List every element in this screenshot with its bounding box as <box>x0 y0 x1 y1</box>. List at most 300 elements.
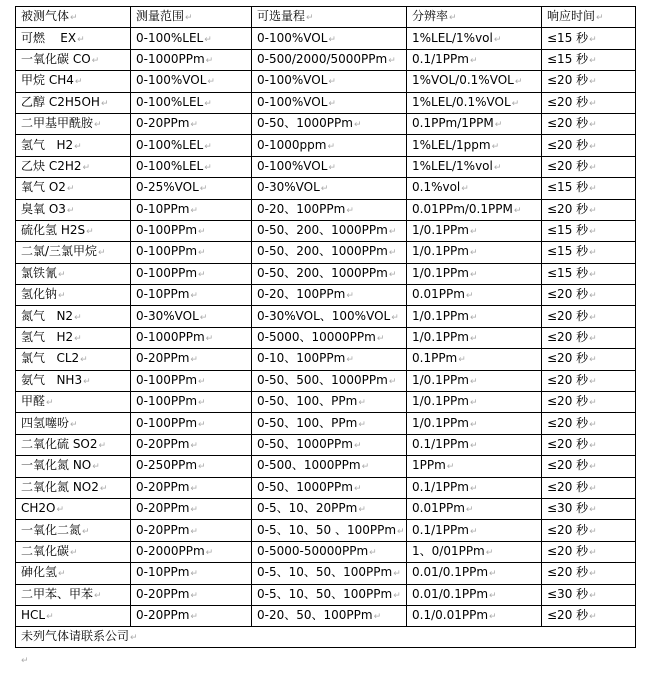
measure-range-text: 0-20PPm <box>136 586 190 601</box>
paragraph-mark: ↵ <box>589 120 597 131</box>
gas-name-text: 砷化氢 <box>21 565 58 580</box>
response-time-cell <box>542 49 636 70</box>
gas-name-cell <box>16 456 131 477</box>
paragraph-mark: ↵ <box>190 590 198 601</box>
paragraph-mark: ↵ <box>493 34 502 45</box>
gas-name-cell <box>16 156 131 177</box>
measure-range-text: 0-20PPm <box>136 501 190 516</box>
paragraph-mark: ↵ <box>589 312 597 323</box>
optional-range-text: 0-5、10、50、100PPm <box>257 565 393 580</box>
optional-range-cell <box>252 199 407 220</box>
response-time-cell <box>542 327 636 348</box>
paragraph-mark: ↵ <box>190 612 198 623</box>
measure-range-text: 0-2000PPm <box>136 543 205 558</box>
response-time-text: ≤15 秒 <box>547 30 589 45</box>
optional-range-cell <box>252 541 407 562</box>
gas-name-text: 甲醛 <box>21 394 46 409</box>
optional-range-cell <box>252 306 407 327</box>
gas-name-cell <box>16 477 131 498</box>
header-response-time-text: 响应时间 <box>547 9 596 24</box>
gas-name-cell <box>16 498 131 519</box>
paragraph-mark: ↵ <box>204 98 212 109</box>
paragraph-mark: ↵ <box>469 334 478 345</box>
resolution-cell <box>407 434 542 455</box>
paragraph-mark: ↵ <box>393 590 401 601</box>
measure-range-text: 0-20PPm <box>136 522 190 537</box>
measure-range-text: 0-10PPm <box>136 287 190 302</box>
paragraph-mark: ↵ <box>99 483 108 494</box>
gas-name-text: 臭氧 O3 <box>21 201 66 216</box>
response-time-text: ≤15 秒 <box>547 223 589 238</box>
optional-range-cell <box>252 327 407 348</box>
paragraph-mark: ↵ <box>494 120 503 131</box>
response-time-text: ≤20 秒 <box>547 137 589 152</box>
resolution-cell <box>407 498 542 519</box>
header-optional-range-text: 可选量程 <box>257 9 306 24</box>
response-time-cell <box>542 370 636 391</box>
resolution-text: 0.01PPm <box>412 501 465 516</box>
paragraph-mark: ↵ <box>207 77 215 88</box>
resolution-text: 0.1/1PPm <box>412 437 469 451</box>
paragraph-mark: ↵ <box>94 120 102 131</box>
paragraph-mark: ↵ <box>205 334 214 345</box>
gas-name-cell <box>16 392 131 413</box>
measure-range-text: 0-30%VOL <box>136 308 199 323</box>
table-row <box>16 28 636 49</box>
table-header-row <box>16 7 636 28</box>
paragraph-mark: ↵ <box>92 462 100 473</box>
response-time-text: ≤20 秒 <box>547 479 589 494</box>
table-row <box>16 156 636 177</box>
gas-name-text: 可燃 EX <box>21 30 77 45</box>
resolution-cell <box>407 156 542 177</box>
paragraph-mark: ↵ <box>56 505 65 516</box>
paragraph-mark: ↵ <box>358 398 366 409</box>
response-time-text: ≤15 秒 <box>547 265 589 280</box>
paragraph-mark: ↵ <box>388 55 396 66</box>
gas-name-text: 二甲苯、甲苯 <box>21 586 94 601</box>
response-time-cell <box>542 242 636 263</box>
measure-range-cell <box>131 392 252 413</box>
paragraph-mark: ↵ <box>58 569 66 580</box>
resolution-cell <box>407 49 542 70</box>
optional-range-text: 0-50、500、1000PPm <box>257 372 388 387</box>
resolution-text: 1/0.1PPm <box>412 415 469 430</box>
resolution-text: 0.1/0.01PPm <box>412 608 489 623</box>
optional-range-text: 0-5、10、50 、100PPm <box>257 522 397 537</box>
table-row <box>16 178 636 199</box>
response-time-text: ≤20 秒 <box>547 394 589 409</box>
paragraph-mark: ↵ <box>346 291 354 302</box>
paragraph-mark: ↵ <box>469 376 478 387</box>
response-time-cell <box>542 456 636 477</box>
response-time-cell <box>542 135 636 156</box>
paragraph-mark: ↵ <box>589 505 597 516</box>
header-gas-name-cell <box>16 7 131 28</box>
resolution-text: 1%LEL/1ppm <box>412 137 491 152</box>
response-time-cell <box>542 263 636 284</box>
gas-name-cell <box>16 327 131 348</box>
response-time-cell <box>542 113 636 134</box>
resolution-cell <box>407 477 542 498</box>
measure-range-cell <box>131 71 252 92</box>
paragraph-mark: ↵ <box>513 205 522 216</box>
paragraph-mark: ↵ <box>589 141 597 152</box>
response-time-cell <box>542 306 636 327</box>
resolution-cell <box>407 520 542 541</box>
measure-range-text: 0-10PPm <box>136 565 190 580</box>
paragraph-mark: ↵ <box>185 13 193 24</box>
gas-name-text: 氧气 O2 <box>21 180 66 195</box>
paragraph-mark: ↵ <box>376 334 385 345</box>
measure-range-text: 0-100PPm <box>136 223 198 238</box>
paragraph-mark: ↵ <box>388 376 397 387</box>
measure-range-text: 0-100PPm <box>136 265 198 280</box>
optional-range-cell <box>252 456 407 477</box>
paragraph-mark: ↵ <box>589 419 597 430</box>
gas-name-text: 氨气 NH3 <box>21 372 83 387</box>
measure-range-cell <box>131 434 252 455</box>
optional-range-cell <box>252 135 407 156</box>
optional-range-cell <box>252 92 407 113</box>
gas-spec-table <box>15 6 636 648</box>
paragraph-mark: ↵ <box>469 248 478 259</box>
measure-range-cell <box>131 413 252 434</box>
optional-range-cell <box>252 584 407 605</box>
paragraph-mark: ↵ <box>205 55 214 66</box>
table-row <box>16 263 636 284</box>
resolution-text: 0.01/0.1PPm <box>412 586 489 601</box>
paragraph-mark: ↵ <box>589 248 597 259</box>
paragraph-mark: ↵ <box>198 227 206 238</box>
measure-range-text: 0-100%VOL <box>136 73 207 88</box>
paragraph-mark: ↵ <box>485 547 494 558</box>
response-time-cell <box>542 520 636 541</box>
paragraph-mark: ↵ <box>190 120 198 131</box>
response-time-cell <box>542 392 636 413</box>
optional-range-cell <box>252 605 407 626</box>
measure-range-cell <box>131 113 252 134</box>
table-row <box>16 392 636 413</box>
paragraph-mark: ↵ <box>469 312 478 323</box>
gas-name-cell <box>16 563 131 584</box>
end-paragraph-mark: ↵ <box>21 656 29 666</box>
table-row <box>16 242 636 263</box>
resolution-text: 0.1%vol <box>412 180 461 195</box>
paragraph-mark: ↵ <box>190 291 198 302</box>
paragraph-mark: ↵ <box>46 612 54 623</box>
resolution-cell <box>407 242 542 263</box>
footer-note-text: 未列气体请联系公司 <box>21 629 130 644</box>
gas-name-text: 甲烷 CH4 <box>21 73 74 88</box>
paragraph-mark: ↵ <box>74 312 82 323</box>
paragraph-mark: ↵ <box>589 547 597 558</box>
paragraph-mark: ↵ <box>465 291 474 302</box>
response-time-text: ≤20 秒 <box>547 287 589 302</box>
measure-range-cell <box>131 285 252 306</box>
response-time-cell <box>542 92 636 113</box>
resolution-text: 0.1/1PPm <box>412 479 469 494</box>
table-row <box>16 434 636 455</box>
paragraph-mark: ↵ <box>589 526 597 537</box>
optional-range-cell <box>252 178 407 199</box>
gas-name-text: 乙醇 C2H5OH <box>21 94 100 109</box>
resolution-cell <box>407 306 542 327</box>
paragraph-mark: ↵ <box>198 248 206 259</box>
paragraph-mark: ↵ <box>204 162 212 173</box>
paragraph-mark: ↵ <box>190 205 198 216</box>
table-footer-row <box>16 627 636 648</box>
response-time-text: ≤20 秒 <box>547 158 589 173</box>
table-row <box>16 456 636 477</box>
gas-name-text: 氢气 H2 <box>21 137 74 152</box>
paragraph-mark: ↵ <box>469 441 478 451</box>
paragraph-mark: ↵ <box>100 98 109 109</box>
paragraph-mark: ↵ <box>91 55 100 66</box>
measure-range-text: 0-100%LEL <box>136 30 204 45</box>
resolution-cell <box>407 71 542 92</box>
response-time-text: ≤20 秒 <box>547 201 589 216</box>
resolution-cell <box>407 392 542 413</box>
paragraph-mark: ↵ <box>130 633 138 644</box>
paragraph-mark: ↵ <box>514 77 523 88</box>
paragraph-mark: ↵ <box>589 612 597 623</box>
paragraph-mark: ↵ <box>190 569 198 580</box>
response-time-text: ≤20 秒 <box>547 608 589 623</box>
measure-range-cell <box>131 306 252 327</box>
paragraph-mark: ↵ <box>589 483 597 494</box>
paragraph-mark: ↵ <box>469 483 478 494</box>
paragraph-mark: ↵ <box>469 398 478 409</box>
response-time-cell <box>542 220 636 241</box>
response-time-text: ≤20 秒 <box>547 372 589 387</box>
gas-name-cell <box>16 520 131 541</box>
paragraph-mark: ↵ <box>306 13 314 24</box>
paragraph-mark: ↵ <box>589 334 597 345</box>
paragraph-mark: ↵ <box>74 334 82 345</box>
paragraph-mark: ↵ <box>82 162 91 173</box>
measure-range-text: 0-100PPm <box>136 394 198 409</box>
resolution-cell <box>407 456 542 477</box>
optional-range-text: 0-500、1000PPm <box>257 458 361 473</box>
paragraph-mark: ↵ <box>596 13 604 24</box>
optional-range-cell <box>252 477 407 498</box>
gas-name-cell <box>16 92 131 113</box>
table-row <box>16 135 636 156</box>
paragraph-mark: ↵ <box>589 227 597 238</box>
gas-name-text: 氯气 CL2 <box>21 351 80 366</box>
resolution-cell <box>407 541 542 562</box>
measure-range-cell <box>131 520 252 541</box>
paragraph-mark: ↵ <box>353 441 362 451</box>
optional-range-text: 0-50、1000PPm <box>257 437 353 451</box>
gas-name-cell <box>16 178 131 199</box>
optional-range-text: 0-50、1000PPm <box>257 479 353 494</box>
measure-range-cell <box>131 327 252 348</box>
optional-range-cell <box>252 349 407 370</box>
resolution-text: 1/0.1PPm <box>412 265 469 280</box>
optional-range-cell <box>252 156 407 177</box>
paragraph-mark: ↵ <box>391 312 399 323</box>
table-row <box>16 220 636 241</box>
paragraph-mark: ↵ <box>469 55 478 66</box>
optional-range-text: 0-100%VOL <box>257 30 328 45</box>
resolution-text: 1%LEL/0.1%VOL <box>412 94 511 109</box>
optional-range-cell <box>252 71 407 92</box>
paragraph-mark: ↵ <box>388 269 397 280</box>
measure-range-text: 0-25%VOL <box>136 180 199 195</box>
optional-range-cell <box>252 263 407 284</box>
footer-note-cell <box>16 627 636 648</box>
gas-name-text: 一氧化碳 CO <box>21 51 91 66</box>
optional-range-text: 0-30%VOL <box>257 180 320 195</box>
measure-range-cell <box>131 49 252 70</box>
paragraph-mark: ↵ <box>83 376 91 387</box>
paragraph-mark: ↵ <box>393 569 401 580</box>
resolution-text: 1%VOL/0.1%VOL <box>412 73 514 88</box>
measure-range-cell <box>131 135 252 156</box>
optional-range-text: 0-20、50、100PPm <box>257 608 373 623</box>
gas-name-cell <box>16 285 131 306</box>
response-time-cell <box>542 28 636 49</box>
paragraph-mark: ↵ <box>70 419 78 430</box>
gas-name-cell <box>16 434 131 455</box>
table-row <box>16 327 636 348</box>
paragraph-mark: ↵ <box>511 98 520 109</box>
response-time-text: ≤30 秒 <box>547 586 589 601</box>
resolution-cell <box>407 413 542 434</box>
paragraph-mark: ↵ <box>198 398 206 409</box>
response-time-cell <box>542 541 636 562</box>
measure-range-cell <box>131 92 252 113</box>
paragraph-mark: ↵ <box>589 376 597 387</box>
measure-range-cell <box>131 263 252 284</box>
response-time-text: ≤20 秒 <box>547 308 589 323</box>
measure-range-text: 0-100%LEL <box>136 158 204 173</box>
resolution-cell <box>407 28 542 49</box>
paragraph-mark: ↵ <box>589 98 597 109</box>
resolution-cell <box>407 113 542 134</box>
gas-name-cell <box>16 413 131 434</box>
paragraph-mark: ↵ <box>70 547 78 558</box>
measure-range-cell <box>131 156 252 177</box>
table-row <box>16 306 636 327</box>
measure-range-text: 0-20PPm <box>136 116 190 131</box>
gas-name-text: 二氯/三氯甲烷 <box>21 244 98 259</box>
table-row <box>16 113 636 134</box>
gas-name-cell <box>16 541 131 562</box>
paragraph-mark: ↵ <box>190 441 198 451</box>
table-row <box>16 199 636 220</box>
optional-range-cell <box>252 28 407 49</box>
measure-range-text: 0-1000PPm <box>136 330 205 345</box>
paragraph-mark: ↵ <box>80 355 88 366</box>
paragraph-mark: ↵ <box>589 205 597 216</box>
paragraph-mark: ↵ <box>589 590 597 601</box>
paragraph-mark: ↵ <box>489 569 497 580</box>
paragraph-mark: ↵ <box>58 291 66 302</box>
response-time-text: ≤20 秒 <box>547 565 589 580</box>
optional-range-cell <box>252 392 407 413</box>
response-time-cell <box>542 156 636 177</box>
measure-range-text: 0-10PPm <box>136 201 190 216</box>
resolution-text: 1%LEL/1%vol <box>412 30 493 45</box>
optional-range-cell <box>252 434 407 455</box>
paragraph-mark: ↵ <box>86 227 94 238</box>
table-row <box>16 49 636 70</box>
response-time-text: ≤30 秒 <box>547 501 589 516</box>
optional-range-cell <box>252 113 407 134</box>
gas-name-text: HCL <box>21 608 46 623</box>
paragraph-mark: ↵ <box>66 184 75 195</box>
optional-range-text: 0-100%VOL <box>257 94 328 109</box>
measure-range-cell <box>131 605 252 626</box>
measure-range-text: 0-20PPm <box>136 437 190 451</box>
optional-range-cell <box>252 413 407 434</box>
resolution-cell <box>407 135 542 156</box>
optional-range-text: 0-50、100、PPm <box>257 415 358 430</box>
resolution-text: 0.1/1PPm <box>412 51 469 66</box>
gas-name-text: 四氢噻吩 <box>21 415 70 430</box>
optional-range-text: 0-5000、10000PPm <box>257 330 376 345</box>
paragraph-mark: ↵ <box>98 248 106 259</box>
paragraph-mark: ↵ <box>589 162 597 173</box>
resolution-text: 0.01/0.1PPm <box>412 565 489 580</box>
paragraph-mark: ↵ <box>469 269 478 280</box>
header-optional-range-cell <box>252 7 407 28</box>
table-row <box>16 92 636 113</box>
gas-name-cell <box>16 306 131 327</box>
resolution-cell <box>407 92 542 113</box>
response-time-cell <box>542 434 636 455</box>
measure-range-cell <box>131 541 252 562</box>
paragraph-mark: ↵ <box>198 376 206 387</box>
optional-range-cell <box>252 520 407 541</box>
resolution-text: 1%LEL/1%vol <box>412 158 493 173</box>
resolution-cell <box>407 605 542 626</box>
response-time-text: ≤20 秒 <box>547 437 589 451</box>
gas-name-text: 氯铁氰 <box>21 265 58 280</box>
paragraph-mark: ↵ <box>346 355 354 366</box>
paragraph-mark: ↵ <box>353 483 362 494</box>
response-time-text: ≤20 秒 <box>547 522 589 537</box>
response-time-cell <box>542 498 636 519</box>
paragraph-mark: ↵ <box>190 483 198 494</box>
resolution-cell <box>407 327 542 348</box>
optional-range-text: 0-100%VOL <box>257 158 328 173</box>
table-row <box>16 541 636 562</box>
paragraph-mark: ↵ <box>388 227 397 238</box>
gas-name-cell <box>16 220 131 241</box>
gas-name-cell <box>16 242 131 263</box>
resolution-text: 1、0/01PPm <box>412 543 485 558</box>
gas-name-cell <box>16 370 131 391</box>
optional-range-text: 0-500/2000/5000PPm <box>257 51 388 66</box>
paragraph-mark: ↵ <box>589 184 597 195</box>
optional-range-text: 0-50、100、PPm <box>257 394 358 409</box>
table-row <box>16 498 636 519</box>
paragraph-mark: ↵ <box>74 77 83 88</box>
measure-range-cell <box>131 220 252 241</box>
paragraph-mark: ↵ <box>70 13 78 24</box>
paragraph-mark: ↵ <box>328 77 336 88</box>
response-time-text: ≤15 秒 <box>547 244 589 259</box>
response-time-text: ≤20 秒 <box>547 543 589 558</box>
optional-range-cell <box>252 285 407 306</box>
paragraph-mark: ↵ <box>328 34 336 45</box>
measure-range-cell <box>131 199 252 220</box>
gas-name-cell <box>16 113 131 134</box>
